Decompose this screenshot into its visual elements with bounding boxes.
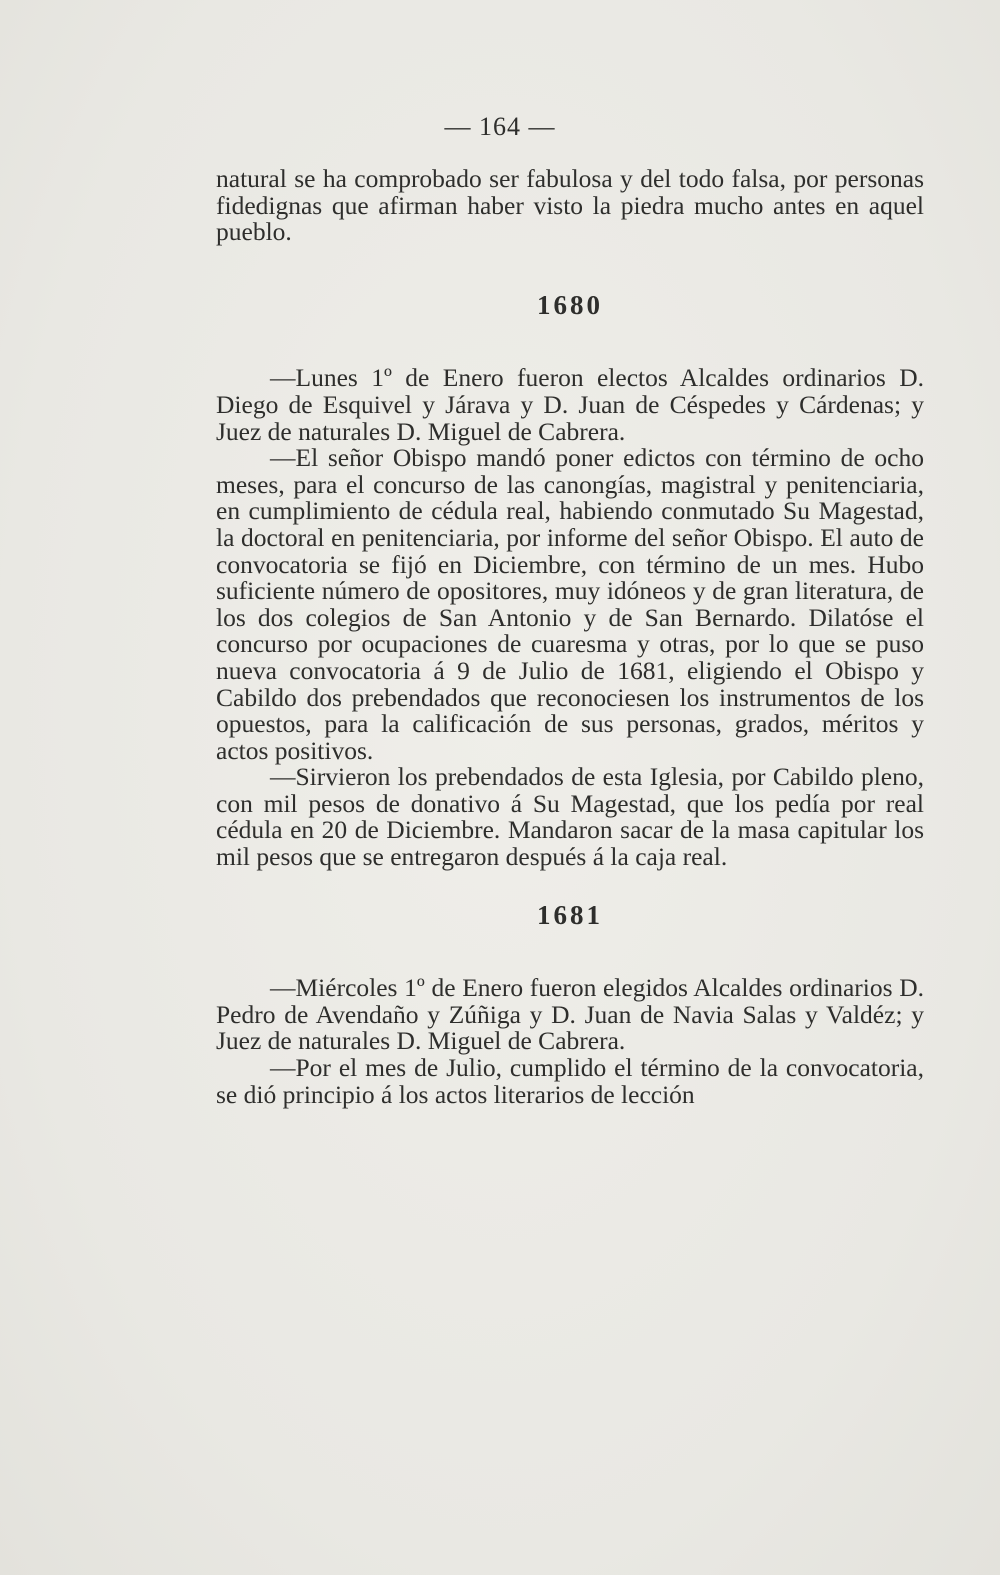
page-number: — 164 — — [444, 112, 556, 141]
paragraph-alcaldes-1681: —Miércoles 1º de Enero fueron elegidos Alcaldes ordinarios D. Pedro de Avendaño y Zúñiga y D. Juan de Navia Salas y Valdéz; y Juez de naturales D. Miguel de Cabrera. — [216, 973, 924, 1056]
paragraph-alcaldes-1680: —Lunes 1º de Enero fueron electos Alcaldes ordinarios D. Diego de Esquivel y Járava y D. Juan de Céspedes y Cárdenas; y Juez de naturales D. Miguel de Cabrera. — [216, 363, 924, 446]
paragraph-continuation: natural se ha comprobado ser fabulosa y del todo falsa, por personas fidedignas que afirman haber visto la piedra mucho antes en aquel pueblo. — [216, 164, 924, 247]
paragraph-actos-literarios: —Por el mes de Julio, cumplido el término de la convocatoria, se dió principio á los actos literarios de lección — [216, 1053, 924, 1109]
year-heading-1680: 1680 — [537, 289, 603, 320]
year-heading-1681: 1681 — [537, 899, 603, 930]
page-body — [216, 166, 924, 1108]
paragraph-concurso: —El señor Obispo mandó poner edictos con término de ocho meses, para el concurso de las canongías, magistral y penitenciaria, en cumplimiento de cédula real, habiendo conmutado Su Magestad, la doctoral en penitenciaria, por informe del señor Obispo. El auto de convocatoria se fijó en Diciembre, con término de un mes. Hubo suficiente número de opositores, muy idóneos y de gran literatura, de los dos colegios de San Antonio y de San Bernardo. Dilatóse el concurso por ocupaciones de cuaresma y otras, por lo que se puso nueva convocatoria á 9 de Julio de 1681, eligiendo el Obispo y Cabildo dos prebendados que reconociesen los instrumentos de los opuestos, para la calificación de sus personas, grados, méritos y actos positivos. — [216, 443, 924, 765]
paragraph-donativo: —Sirvieron los prebendados de esta Iglesia, por Cabildo pleno, con mil pesos de donativo á Su Magestad, que los pedía por real cédula en 20 de Diciembre. Mandaron sacar de la masa capitular los mil pesos que se entregaron después á la caja real. — [216, 762, 924, 872]
